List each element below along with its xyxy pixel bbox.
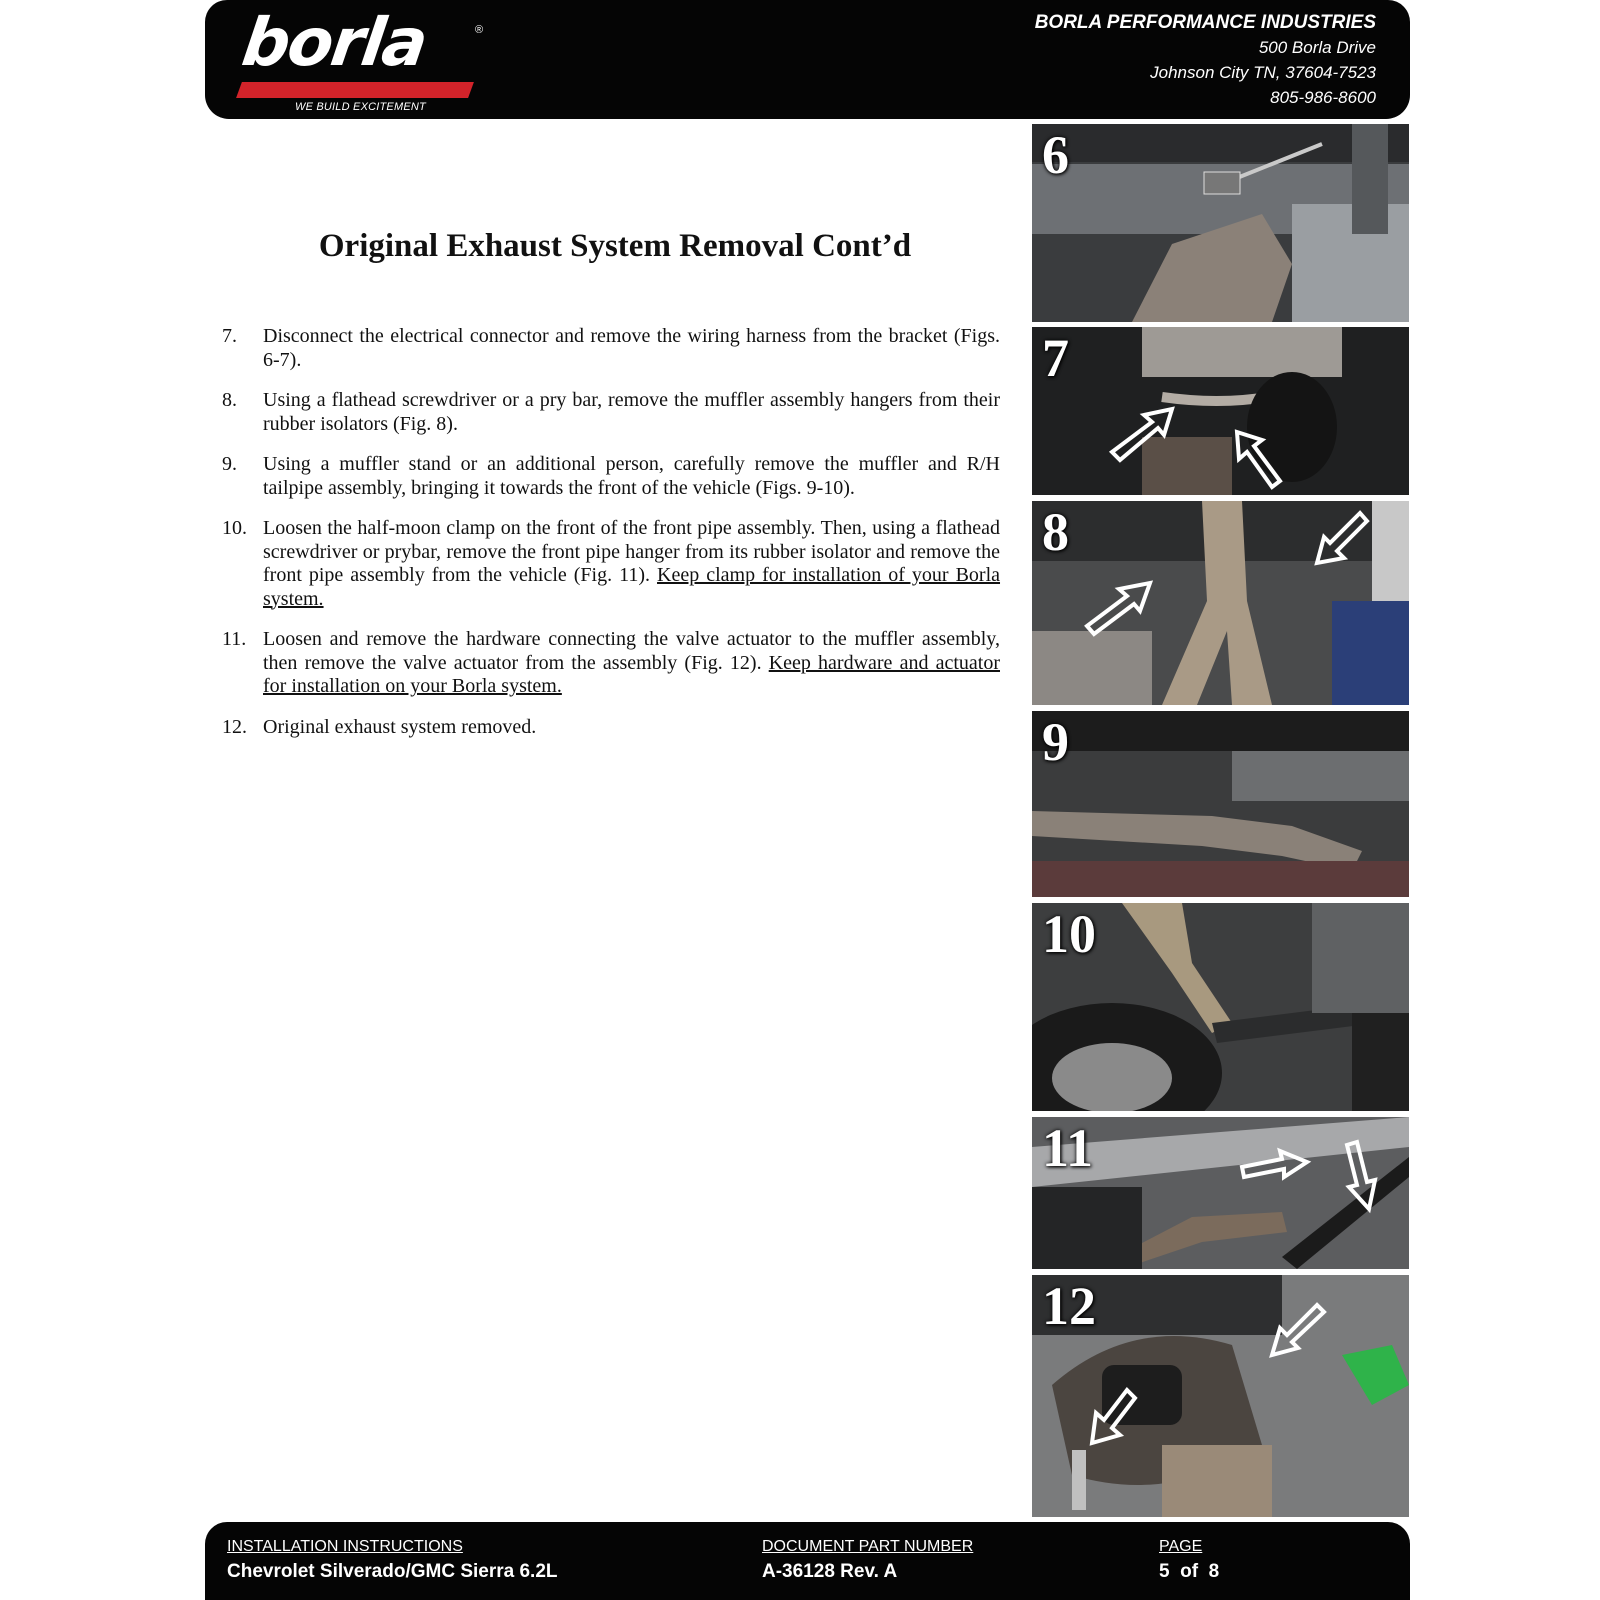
figure-8-photo <box>1032 501 1409 705</box>
footer-doc-value: A-36128 Rev. A <box>762 1561 898 1582</box>
step-number: 9. <box>222 453 237 475</box>
figure-7 <box>1032 327 1409 495</box>
footer-page-value: 5 of 8 <box>1159 1561 1220 1582</box>
figure-7-photo <box>1032 327 1409 495</box>
step-number: 8. <box>222 389 237 411</box>
figure-label: 10 <box>1042 904 1096 964</box>
figure-6 <box>1032 124 1409 322</box>
figure-12 <box>1032 1275 1409 1517</box>
company-info <box>1035 10 1376 110</box>
step-text: Using a flathead screwdriver or a pry bar, remove the muffler assembly hangers from their rubber isolators (Fig. 8). <box>263 389 1000 435</box>
step-item <box>222 628 1000 699</box>
instruction-steps <box>222 325 1000 756</box>
footer-install-label: INSTALLATION INSTRUCTIONS <box>227 1538 463 1555</box>
company-address-2: Johnson City TN, 37604-7523 <box>1150 63 1376 82</box>
page-footer <box>205 1522 1410 1600</box>
figure-label: 9 <box>1042 712 1069 772</box>
step-text: Disconnect the electrical connector and remove the wiring harness from the bracket (Figs. 6-7). <box>263 325 1000 371</box>
logo-red-bar <box>236 82 474 98</box>
page-title: Original Exhaust System Removal Cont’d <box>318 228 912 264</box>
figure-9 <box>1032 711 1409 897</box>
figure-label: 8 <box>1042 502 1069 562</box>
step-number: 12. <box>222 715 247 738</box>
footer-install-section <box>227 1536 558 1586</box>
footer-install-value: Chevrolet Silverado/GMC Sierra 6.2L <box>227 1561 558 1582</box>
step-item <box>222 716 1000 740</box>
figure-label: 6 <box>1042 125 1069 185</box>
logo-wordmark: borla <box>237 4 431 81</box>
step-item <box>222 517 1000 611</box>
step-note: Keep clamp for installation of your Borla system. <box>263 564 1001 610</box>
figure-6-photo <box>1032 124 1409 322</box>
step-text: Using a muffler stand or an additional person, carefully remove the muffler and R/H tailpipe assembly, bringing it towards the front of the vehicle (Figs. 9-10). <box>263 453 1000 499</box>
step-number: 11. <box>222 628 247 650</box>
borla-logo <box>235 4 495 113</box>
company-phone: 805-986-8600 <box>1270 88 1376 107</box>
footer-doc-label: DOCUMENT PART NUMBER <box>762 1538 974 1555</box>
figure-8 <box>1032 501 1409 705</box>
page-header <box>205 0 1410 119</box>
company-address-1: 500 Borla Drive <box>1258 38 1376 57</box>
figure-9-photo <box>1032 711 1409 897</box>
figure-label: 12 <box>1042 1276 1096 1336</box>
footer-page-section <box>1159 1536 1219 1586</box>
step-text: Original exhaust system removed. <box>263 715 537 738</box>
logo-registered-mark: ® <box>475 24 484 36</box>
company-name: BORLA PERFORMANCE INDUSTRIES <box>1034 12 1376 33</box>
step-text: Loosen the half-moon clamp on the front of the front pipe assembly. Then, using a flathead screwdriver or prybar, remove the front pipe hanger from its rubber isolator and remove the front pipe assembly from the vehicle (Fig. 11). Keep clamp for installation of your Borla system. <box>263 517 1001 610</box>
step-item <box>222 325 1000 372</box>
step-number: 7. <box>222 325 237 347</box>
figure-label: 11 <box>1042 1118 1094 1178</box>
step-text: Loosen and remove the hardware connecting the valve actuator to the muffler assembly, then remove the valve actuator from the assembly (Fig. 12). Keep hardware and actuator for installation on your Borla system. <box>263 628 1000 697</box>
step-item <box>222 453 1000 500</box>
step-number: 10. <box>222 517 247 539</box>
figure-11 <box>1032 1117 1409 1269</box>
footer-doc-section <box>762 1536 973 1586</box>
figure-label: 7 <box>1042 328 1069 388</box>
logo-tagline: WE BUILD EXCITEMENT <box>295 101 426 113</box>
step-note: Keep hardware and actuator for installation on your Borla system. <box>263 651 1000 697</box>
step-item <box>222 389 1000 436</box>
figure-10 <box>1032 903 1409 1111</box>
footer-page-label: PAGE <box>1159 1538 1203 1555</box>
